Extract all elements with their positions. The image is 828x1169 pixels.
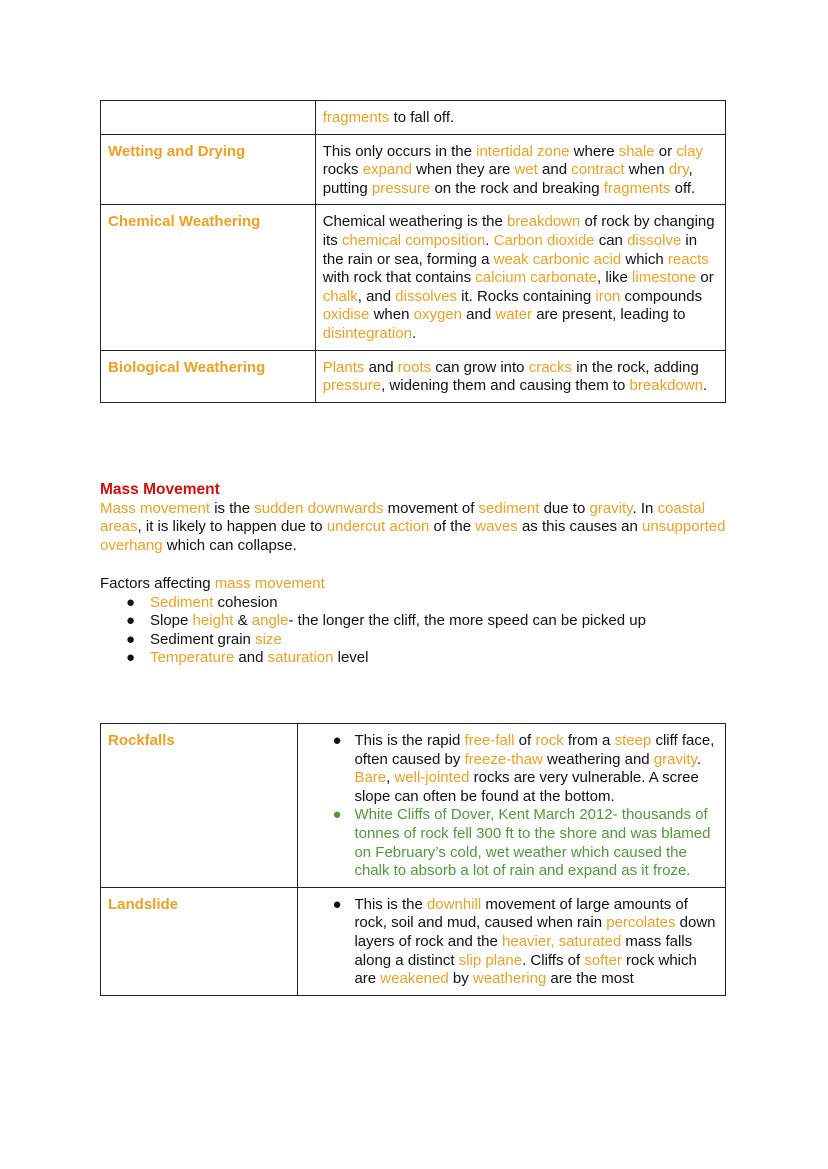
- weathering-table: [100, 100, 726, 403]
- table-row: [101, 101, 726, 135]
- rockfalls-list: [306, 732, 718, 881]
- bullet-icon: ●: [126, 593, 136, 611]
- example-list-item: ● White Cliffs of Dover, Kent March 2012- thousands of tonnes of rock fell 300 ft to the shore and was blamed on February’s cold, wet weather which caused the chalk to absorb a lot of rain and expand as it froze.: [332, 806, 711, 880]
- table-row: [101, 724, 726, 888]
- landslide-list: [306, 896, 718, 989]
- definition-cell: Chemical weathering is the breakdown of rock by changing its chemical composition. Carbon dioxide can dissolve in the rain or sea, forming a weak carbonic acid which reacts with rock that contains calcium carbonate, like limestone or chalk, and dissolves it. Rocks containing iron compounds oxidise when oxygen and water are present, leading to disintegration.: [315, 205, 725, 350]
- table-row: [101, 205, 726, 350]
- term-landslide: Landslide: [101, 887, 298, 995]
- list-item: ● This is the rapid free-fall of rock from a steep cliff face, often caused by freeze-thaw weathering and gravity. Bare, well-jointed rocks are very vulnerable. A scree slope can often be found at the bottom.: [332, 732, 715, 805]
- mass-movement-paragraph: Mass movement is the sudden downwards movement of sediment due to gravity. In coastal areas, it is likely to happen due to undercut action of the waves as this causes an unsupported overhang which can collapse.: [100, 499, 726, 554]
- list-item: ● Temperature and saturation level: [126, 649, 369, 667]
- list-item: ● This is the downhill movement of large amounts of rock, soil and mud, caused when rain percolates down layers of rock and the heavier, saturated mass falls along a distinct slip plane. Cliffs of softer rock which are weakened by weathering are the most: [332, 895, 716, 988]
- term-cell: [101, 101, 316, 135]
- definition-cell: This only occurs in the intertidal zone where shale or clay rocks expand when they are wet and contract when dry, putting pressure on the rock and breaking fragments off.: [315, 134, 725, 205]
- factors-intro: Factors affecting mass movement: [100, 575, 325, 592]
- bullet-icon: ●: [332, 732, 342, 749]
- term-wetting-and-drying: Wetting and Drying: [101, 134, 316, 205]
- section-heading: Mass Movement: [100, 481, 220, 498]
- bullet-icon: ●: [332, 806, 342, 824]
- definition-cell: [298, 724, 726, 888]
- factors-list: [100, 594, 730, 668]
- table-row: [101, 887, 726, 995]
- table-row: [101, 350, 726, 402]
- bullet-icon: ●: [332, 895, 342, 913]
- term-rockfalls: Rockfalls: [101, 724, 298, 888]
- bullet-icon: ●: [126, 649, 136, 667]
- list-item: ● Sediment grain size: [126, 630, 282, 648]
- mass-movement-section: [100, 481, 730, 555]
- term-biological-weathering: Biological Weathering: [101, 350, 316, 402]
- list-item: ● Sediment cohesion: [126, 593, 278, 611]
- definition-cell: [298, 887, 726, 995]
- factors-section: [100, 575, 730, 668]
- bullet-icon: ●: [126, 612, 136, 630]
- definition-cell: fragments to fall off.: [315, 101, 725, 135]
- term-chemical-weathering: Chemical Weathering: [101, 205, 316, 350]
- definition-cell: Plants and roots can grow into cracks in the rock, adding pressure, widening them and causing them to breakdown.: [315, 350, 725, 402]
- mass-movement-table: [100, 723, 726, 996]
- table-row: [101, 134, 726, 205]
- bullet-icon: ●: [126, 630, 136, 648]
- list-item: ● Slope height & angle- the longer the cliff, the more speed can be picked up: [126, 612, 646, 630]
